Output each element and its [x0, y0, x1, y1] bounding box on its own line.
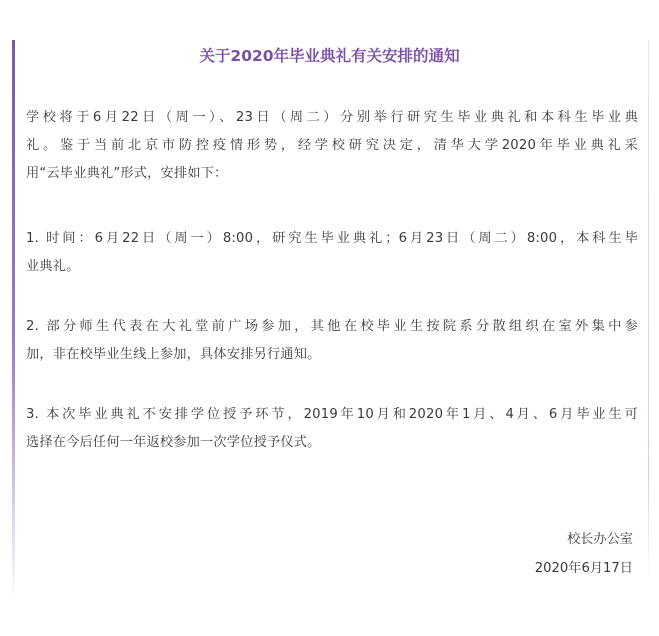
item-3-line: 3. 本次毕业典礼不安排学位授予环节，2019年10月和2020年1月、4月、6月毕业生可	[26, 407, 638, 422]
item-2-line: 2. 部分师生代表在大礼堂前广场参加，其他在校毕业生按院系分散组织在室外集中参	[26, 319, 638, 334]
notice-title: 关于2020年毕业典礼有关安排的通知	[199, 47, 460, 65]
right-border	[648, 40, 649, 585]
intro-paragraph	[26, 104, 638, 188]
intro-line: 学校将于6月22日（周一）、23日（周二）分别举行研究生毕业典礼和本科生毕业典	[26, 110, 638, 125]
intro-line: 礼。鉴于当前北京市防控疫情形势，经学校研究决定，清华大学2020年毕业典礼采	[26, 138, 638, 153]
item-2-paragraph	[26, 313, 638, 369]
left-accent-border	[12, 40, 15, 600]
item-1-paragraph	[26, 225, 638, 281]
item-1-line: 1. 时间：6月22日（周一）8:00，研究生毕业典礼；6月23日（周二）8:00，本科生毕	[26, 231, 638, 246]
item-1-line: 业典礼。	[26, 259, 80, 274]
signature-date: 2020年6月17日	[534, 561, 633, 576]
item-3-paragraph	[26, 401, 638, 457]
item-3-line: 选择在今后任何一年返校参加一次学位授予仪式。	[26, 435, 321, 450]
intro-line: 用“云毕业典礼”形式，安排如下：	[26, 166, 228, 181]
item-2-line: 加，非在校毕业生线上参加，具体安排另行通知。	[26, 347, 321, 362]
signature-office: 校长办公室	[567, 532, 633, 547]
